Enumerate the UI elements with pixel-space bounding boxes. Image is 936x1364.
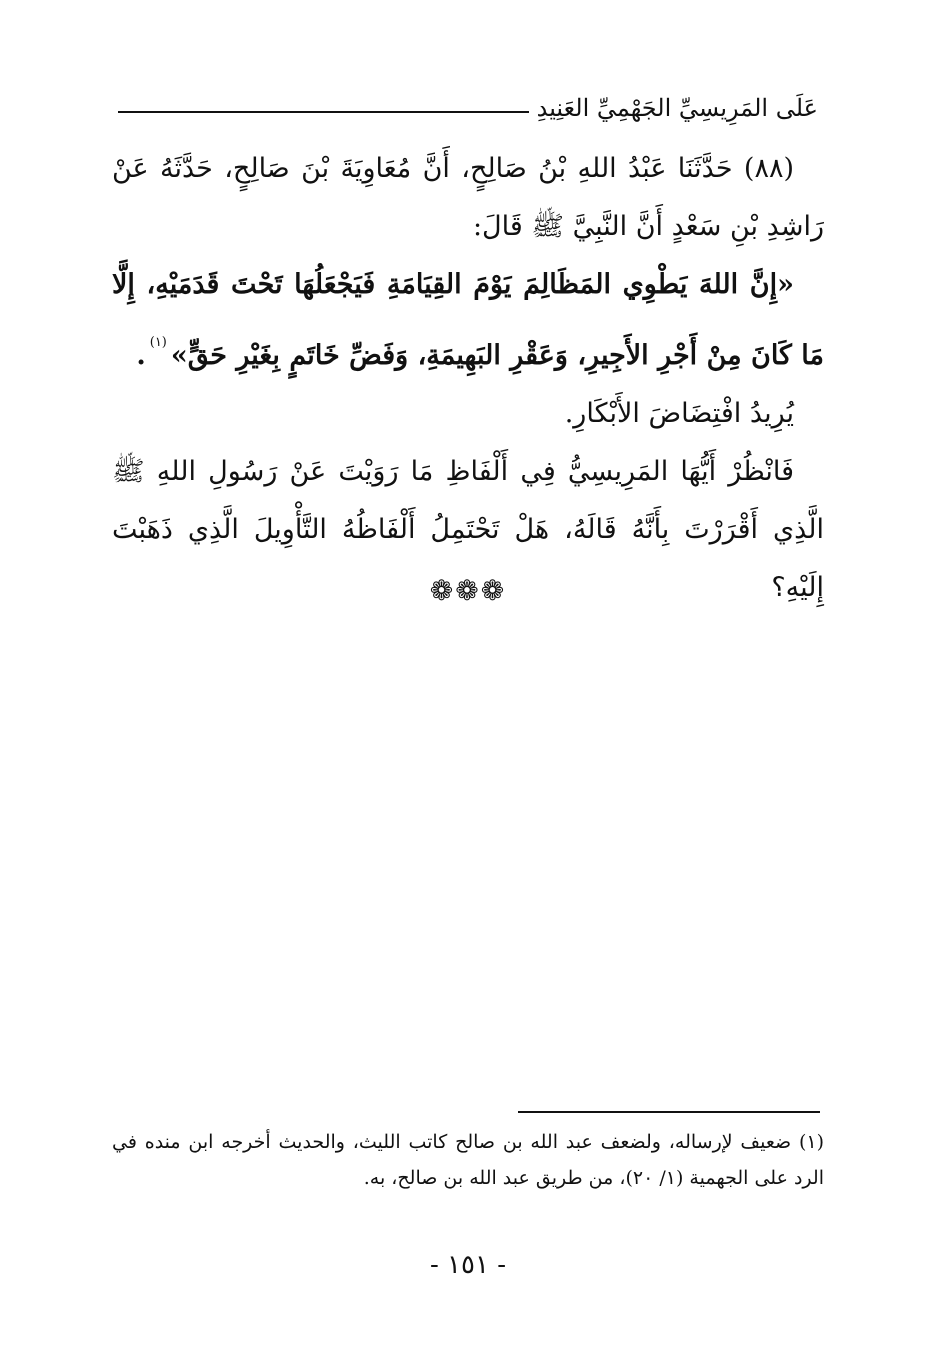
section-separator: ❁❁❁ <box>429 574 507 607</box>
commentary-line: يُرِيدُ افْتِضَاضَ الأَبْكَارِ. <box>564 398 794 429</box>
footnote-reference: (١) <box>149 335 167 350</box>
page-number: - ١٥١ - <box>429 1250 507 1280</box>
main-text <box>112 140 824 617</box>
commentary-paragraph: فَانْظُرْ أَيُّهَا المَرِيسِيُّ فِي أَلْفَاظِ مَا رَوَيْتَ عَنْ رَسُولِ اللهِ ﷺ الَّذِي أَقْرَرْتَ بِأَنَّهُ قَالَهُ، هَلْ تَحْتَمِلُ أَلْفَاظُهُ التَّأْوِيلَ الَّذِي ذَهَبْتَ إِلَيْهِ؟ <box>112 456 824 603</box>
hadith-text: «إِنَّ اللهَ يَطْوِي المَظَالِمَ يَوْمَ القِيَامَةِ فَيَجْعَلُهَا تَحْتَ قَدَمَيْهِ، إِلَّا مَا كَانَ مِنْ أَجْرِ الأَجِيرِ، وَعَقْرِ البَهِيمَةِ، وَفَضِّ خَاتَمٍ بِغَيْرِ حَقٍّ» <box>112 269 824 371</box>
footnotes <box>112 1124 824 1196</box>
footnote-1: (١) ضعيف لإرساله، ولضعف عبد الله بن صالح كاتب الليث، والحديث أخرجه ابن منده في الرد على الجهمية (١/ ٢٠)، من طريق عبد الله بن صالح، به. <box>112 1131 824 1189</box>
hadith-matn: «إِنَّ اللهَ يَطْوِي المَظَالِمَ يَوْمَ القِيَامَةِ فَيَجْعَلُهَا تَحْتَ قَدَمَيْهِ، إِلَّا مَا كَانَ مِنْ أَجْرِ الأَجِيرِ، وَعَقْرِ البَهِيمَةِ، وَفَضِّ خَاتَمٍ بِغَيْرِ حَقٍّ»$^{(١)}$. <box>112 269 824 371</box>
header-rule <box>118 111 529 113</box>
footnote-rule <box>518 1111 820 1113</box>
hadith-isnad: (٨٨) حَدَّثَنَا عَبْدُ اللهِ بْنُ صَالِحٍ، أَنَّ مُعَاوِيَةَ بْنَ صَالِحٍ، حَدَّثَهُ عَنْ رَاشِدِ بْنِ سَعْدٍ أَنَّ النَّبِيَّ ﷺ قَالَ: <box>112 153 824 242</box>
running-header <box>118 88 818 128</box>
header-title: عَلَى المَرِيسِيِّ الجَهْمِيِّ العَنِيدِ <box>536 94 818 122</box>
